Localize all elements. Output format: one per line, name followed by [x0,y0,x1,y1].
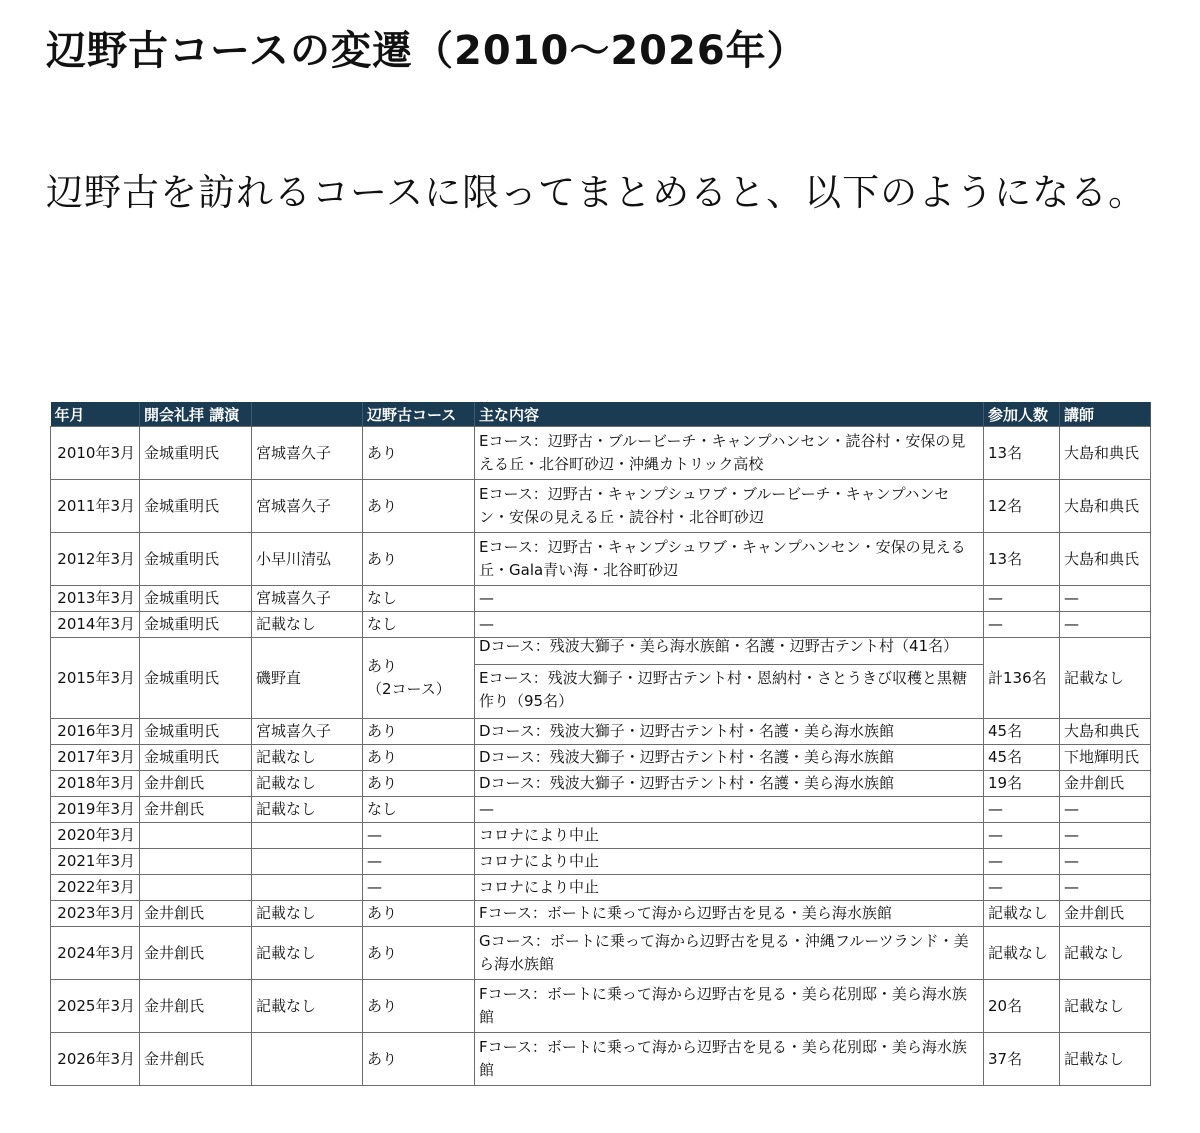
cell-lecture: 宮城喜久子 [252,427,363,480]
cell-henoko-course: あり [363,980,475,1033]
cell-main-content: コロナにより中止 [475,849,984,875]
cell-main-content: Fコース：ボートに乗って海から辺野古を見る・美ら海水族館 [475,901,984,927]
cell-opening-worship: 金城重明氏 [140,480,252,533]
cell-participants: 12名 [984,480,1060,533]
cell-opening-worship: 金城重明氏 [140,719,252,745]
cell-lecture: 記載なし [252,771,363,797]
cell-instructor: 下地輝明氏 [1060,745,1151,771]
cell-opening-worship: 金城重明氏 [140,427,252,480]
table-row [51,875,1151,901]
cell-year-month: 2026年3月 [51,1033,140,1086]
header-participants: 参加人数 [984,402,1060,427]
header-lecture [252,402,363,427]
cell-instructor: 大島和典氏 [1060,719,1151,745]
cell-participants: — [984,797,1060,823]
header-henoko-course: 辺野古コース [363,402,475,427]
cell-participants: — [984,586,1060,612]
cell-henoko-course: あり [363,1033,475,1086]
table-row [51,823,1151,849]
cell-year-month: 2024年3月 [51,927,140,980]
lead-paragraph: 辺野古を訪れるコースに限ってまとめると、以下のようになる。 [46,171,1147,214]
course-e-content: Eコース：残波大獅子・辺野古テント村・恩納村・さとうきび収穫と黒糖作り（95名） [479,669,967,710]
cell-lecture: 磯野直 [252,638,363,719]
cell-instructor: 金井創氏 [1060,771,1151,797]
cell-lecture: 記載なし [252,980,363,1033]
cell-lecture: 宮城喜久子 [252,719,363,745]
cell-main-content: Eコース：辺野古・ブルービーチ・キャンプハンセン・読谷村・安保の見える丘・北谷町砂辺・沖縄カトリック高校 [475,427,984,480]
cell-instructor: 大島和典氏 [1060,480,1151,533]
cell-opening-worship: 金城重明氏 [140,612,252,638]
cell-lecture: 記載なし [252,901,363,927]
cell-lecture [252,849,363,875]
cell-lecture: 宮城喜久子 [252,480,363,533]
cell-year-month: 2016年3月 [51,719,140,745]
cell-lecture: 記載なし [252,927,363,980]
cell-henoko-course: あり [363,927,475,980]
cell-participants: 19名 [984,771,1060,797]
cell-opening-worship: 金井創氏 [140,927,252,980]
cell-participants: — [984,612,1060,638]
course-d-content: Dコース：残波大獅子・美ら海水族館・名護・辺野古テント村（41名） [475,638,983,665]
table-row [51,927,1151,980]
cell-opening-worship: 金城重明氏 [140,533,252,586]
cell-instructor: 記載なし [1060,980,1151,1033]
cell-henoko-course: あり [363,427,475,480]
cell-instructor: 大島和典氏 [1060,533,1151,586]
cell-year-month: 2018年3月 [51,771,140,797]
header-opening-worship: 開会礼拝 講演 [140,402,252,427]
cell-lecture: 記載なし [252,612,363,638]
cell-year-month: 2020年3月 [51,823,140,849]
cell-main-content: Gコース：ボートに乗って海から辺野古を見る・沖縄フルーツランド・美ら海水族館 [475,927,984,980]
course-history-table-image [50,402,1150,1086]
cell-main-content: Dコース：残波大獅子・辺野古テント村・名護・美ら海水族館 [475,745,984,771]
cell-participants: 20名 [984,980,1060,1033]
cell-henoko-course: あり [363,533,475,586]
cell-participants: 記載なし [984,927,1060,980]
cell-main-content: コロナにより中止 [475,823,984,849]
cell-main-content: — [475,797,984,823]
course-history-table [50,402,1151,1086]
cell-instructor: — [1060,797,1151,823]
cell-instructor: 記載なし [1060,1033,1151,1086]
cell-henoko-course: なし [363,586,475,612]
table-row [51,849,1151,875]
cell-participants: 13名 [984,533,1060,586]
table-row [51,427,1151,480]
henoko-course-note: （2コース） [367,680,451,698]
cell-participants: 45名 [984,719,1060,745]
table-row [51,1033,1151,1086]
cell-henoko-course: あり [363,745,475,771]
table-row [51,638,1151,719]
cell-henoko-course: あり [363,901,475,927]
cell-main-content: Dコース：残波大獅子・辺野古テント村・名護・美ら海水族館 [475,719,984,745]
cell-participants: 記載なし [984,901,1060,927]
cell-main-content: — [475,586,984,612]
cell-opening-worship: 金城重明氏 [140,745,252,771]
cell-instructor: — [1060,875,1151,901]
cell-main-content: Fコース：ボートに乗って海から辺野古を見る・美ら花別邸・美ら海水族館 [475,1033,984,1086]
table-header-row [51,402,1151,427]
cell-instructor: — [1060,823,1151,849]
cell-main-content: Fコース：ボートに乗って海から辺野古を見る・美ら花別邸・美ら海水族館 [475,980,984,1033]
cell-main-content: Eコース：辺野古・キャンプシュワブ・キャンプハンセン・安保の見える丘・Gala青い海・北谷町砂辺 [475,533,984,586]
cell-main-content: — [475,612,984,638]
cell-year-month: 2022年3月 [51,875,140,901]
cell-main-content: Dコース：残波大獅子・辺野古テント村・名護・美ら海水族館 [475,771,984,797]
cell-participants: — [984,849,1060,875]
cell-lecture [252,1033,363,1086]
cell-henoko-course: — [363,849,475,875]
cell-participants: — [984,875,1060,901]
cell-year-month: 2025年3月 [51,980,140,1033]
cell-henoko-course: あり [363,771,475,797]
cell-instructor: — [1060,586,1151,612]
table-row [51,480,1151,533]
table-row [51,771,1151,797]
header-year-month: 年月 [51,402,140,427]
cell-opening-worship [140,849,252,875]
cell-henoko-course: あり [363,719,475,745]
table-row [51,719,1151,745]
cell-henoko-course [363,638,475,719]
cell-participants: 45名 [984,745,1060,771]
table-row [51,901,1151,927]
henoko-course-value: あり [367,657,398,675]
cell-lecture: 小早川清弘 [252,533,363,586]
header-main-content: 主な内容 [475,402,984,427]
cell-opening-worship: 金城重明氏 [140,638,252,719]
cell-main-content: Eコース：辺野古・キャンプシュワブ・ブルービーチ・キャンプハンセン・安保の見える丘・読谷村・北谷町砂辺 [475,480,984,533]
cell-henoko-course: — [363,875,475,901]
cell-instructor: 大島和典氏 [1060,427,1151,480]
cell-main-content [475,638,984,719]
cell-year-month: 2011年3月 [51,480,140,533]
table-row [51,586,1151,612]
cell-lecture [252,823,363,849]
cell-year-month: 2023年3月 [51,901,140,927]
cell-lecture: 記載なし [252,745,363,771]
cell-participants: — [984,823,1060,849]
cell-instructor: — [1060,612,1151,638]
cell-opening-worship: 金井創氏 [140,980,252,1033]
cell-lecture [252,875,363,901]
cell-henoko-course: あり [363,480,475,533]
cell-instructor: 記載なし [1060,638,1151,719]
cell-participants: 13名 [984,427,1060,480]
cell-participants: 37名 [984,1033,1060,1086]
cell-year-month: 2017年3月 [51,745,140,771]
cell-opening-worship: 金井創氏 [140,1033,252,1086]
table-row [51,745,1151,771]
cell-instructor: 記載なし [1060,927,1151,980]
cell-year-month: 2010年3月 [51,427,140,480]
cell-instructor: 金井創氏 [1060,901,1151,927]
cell-year-month: 2014年3月 [51,612,140,638]
cell-henoko-course: なし [363,797,475,823]
cell-main-content: コロナにより中止 [475,875,984,901]
table-row [51,533,1151,586]
cell-opening-worship: 金井創氏 [140,797,252,823]
cell-instructor: — [1060,849,1151,875]
page-title: 辺野古コースの変遷（2010〜2026年） [46,28,808,74]
cell-opening-worship: 金井創氏 [140,901,252,927]
cell-opening-worship [140,823,252,849]
cell-year-month: 2015年3月 [51,638,140,719]
cell-year-month: 2013年3月 [51,586,140,612]
cell-henoko-course: — [363,823,475,849]
cell-participants: 計136名 [984,638,1060,719]
cell-henoko-course: なし [363,612,475,638]
table-row [51,612,1151,638]
cell-year-month: 2019年3月 [51,797,140,823]
cell-year-month: 2021年3月 [51,849,140,875]
table-row [51,980,1151,1033]
cell-lecture: 記載なし [252,797,363,823]
cell-lecture: 宮城喜久子 [252,586,363,612]
cell-opening-worship: 金井創氏 [140,771,252,797]
cell-opening-worship: 金城重明氏 [140,586,252,612]
header-instructor: 講師 [1060,402,1151,427]
table-row [51,797,1151,823]
cell-opening-worship [140,875,252,901]
cell-year-month: 2012年3月 [51,533,140,586]
